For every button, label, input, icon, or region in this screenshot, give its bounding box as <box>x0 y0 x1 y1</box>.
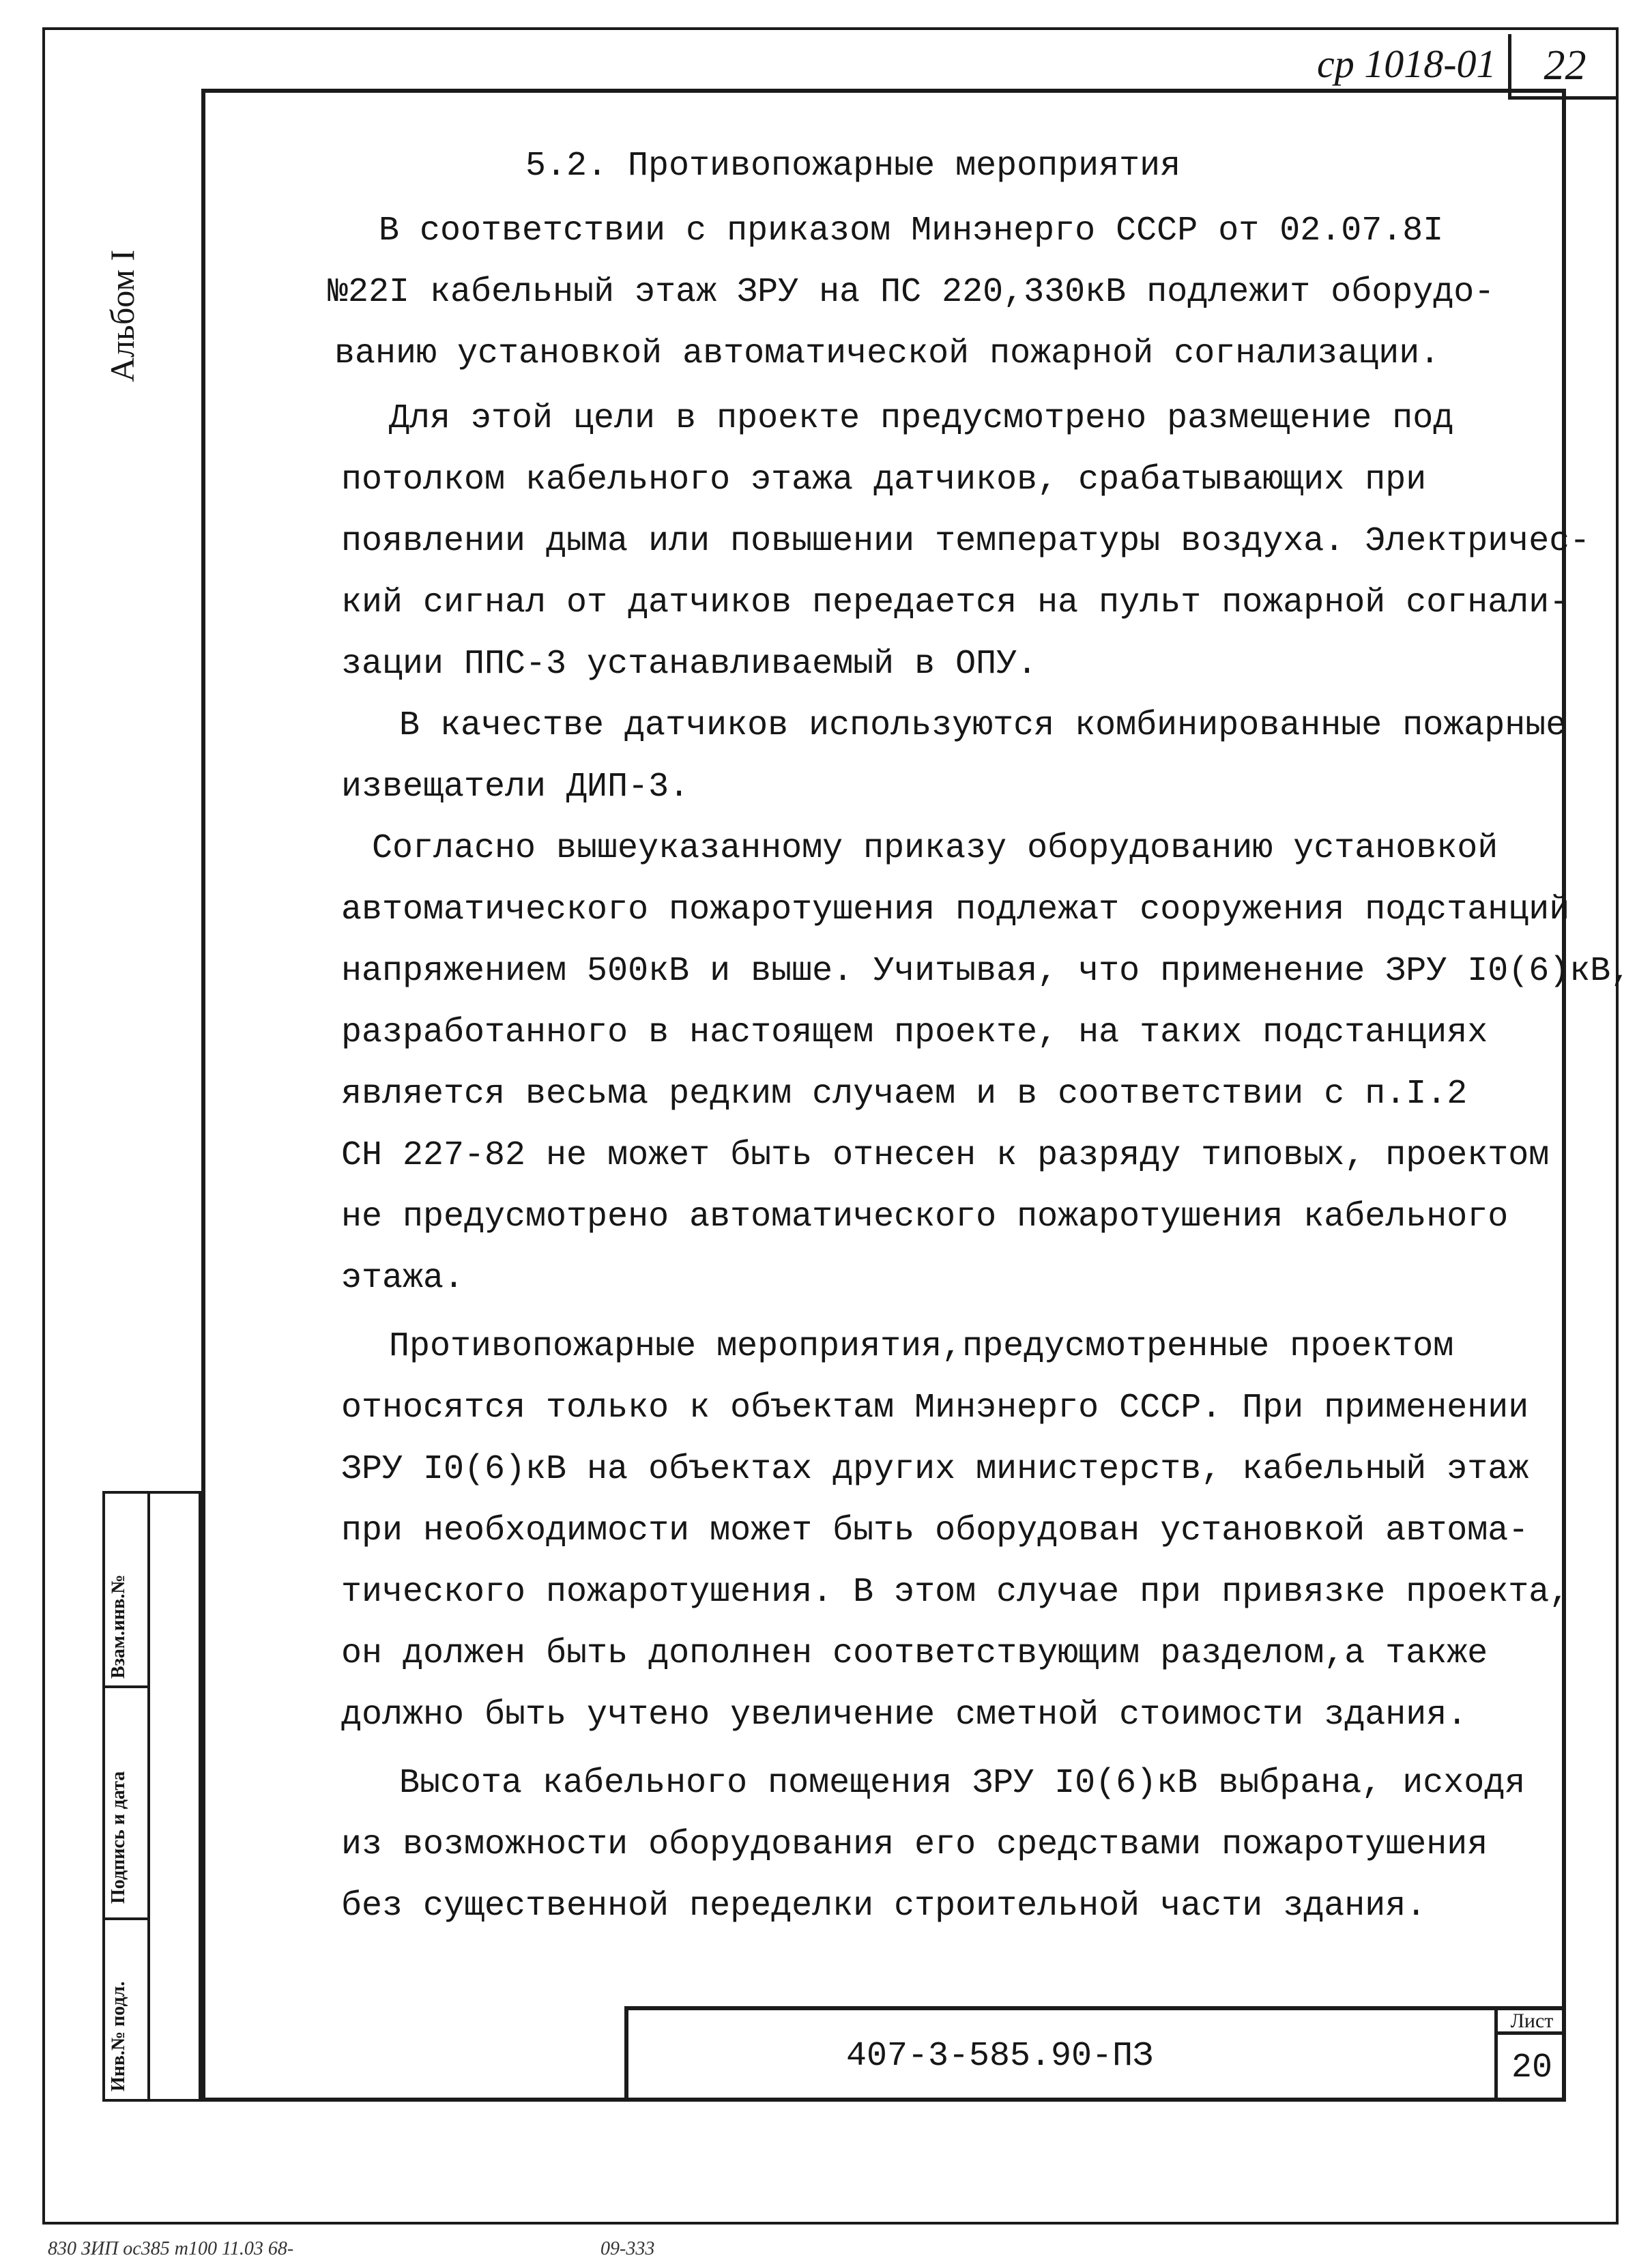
side-text-signature-date: Подпись и дата <box>108 1771 129 1904</box>
body-line: ЗРУ I0(6)кВ на объектах других министерств, кабельный этаж <box>341 1450 1529 1489</box>
document-code: 407-3-585.90-ПЗ <box>846 2037 1154 2076</box>
sheet-label: Лист <box>1494 2008 1566 2035</box>
body-line: В соответствии с приказом Минэнерго СССР от 02.07.8I <box>379 212 1444 250</box>
body-line: не предусмотрено автоматического пожаротушения кабельного <box>341 1198 1509 1236</box>
body-line: Противопожарные мероприятия,предусмотренные проектом <box>389 1327 1454 1366</box>
body-line: Согласно вышеуказанному приказу оборудованию установкой <box>372 829 1498 868</box>
body-line: потолком кабельного этажа датчиков, срабатывающих при <box>341 461 1427 499</box>
body-line: напряжением 500кВ и выше. Учитывая, что применение ЗРУ I0(6)кВ, <box>341 952 1632 991</box>
page-number-box: 22 <box>1508 34 1619 100</box>
body-line: должно быть учтено увеличение сметной стоимости здания. <box>341 1696 1468 1735</box>
footer-note-left: 830 ЗИП ос385 т100 11.03 68- <box>48 2238 294 2259</box>
body-line: из возможности оборудования его средствами пожаротушения <box>341 1825 1488 1864</box>
body-line: появлении дыма или повышении температуры воздуха. Электричес- <box>341 522 1591 561</box>
sheet-number: 20 <box>1494 2035 1566 2102</box>
section-title: 5.2. Противопожарные мероприятия <box>525 147 1181 186</box>
body-line: тического пожаротушения. В этом случае при привязке проекта, <box>341 1573 1570 1612</box>
body-line: СН 227-82 не может быть отнесен к разряду типовых, проектом <box>341 1136 1550 1175</box>
body-line: зации ППС-3 устанавливаемый в ОПУ. <box>341 645 1038 684</box>
archive-number: ср 1018-01 <box>1317 42 1496 86</box>
body-line: ванию установкой автоматической пожарной согнализации. <box>334 334 1440 373</box>
body-line: без существенной переделки строительной части здания. <box>341 1887 1427 1926</box>
album-label: Альбом I <box>103 249 141 382</box>
side-text-replace-inv: Взам.инв.№ <box>108 1574 129 1679</box>
body-line: Высота кабельного помещения ЗРУ I0(6)кВ выбрана, исходя <box>399 1764 1526 1803</box>
body-line: при необходимости может быть оборудован установкой автома- <box>341 1511 1529 1550</box>
body-line: автоматического пожаротушения подлежат сооружения подстанций <box>341 890 1570 929</box>
body-line: Для этой цели в проекте предусмотрено размещение под <box>389 399 1454 438</box>
footer-note-right: 09-333 <box>600 2238 655 2259</box>
body-line: относятся только к объектам Минэнерго СССР. При применении <box>341 1389 1529 1428</box>
body-line: кий сигнал от датчиков передается на пульт пожарной согнали- <box>341 583 1570 622</box>
body-line: является весьма редким случаем и в соответствии с п.I.2 <box>341 1075 1468 1114</box>
body-line: В качестве датчиков используются комбинированные пожарные <box>399 706 1567 745</box>
body-line: разработанного в настоящем проекте, на таких подстанциях <box>341 1013 1488 1052</box>
body-line: он должен быть дополнен соответствующим разделом,а также <box>341 1634 1488 1673</box>
body-line: этажа. <box>341 1259 465 1298</box>
body-line: №22I кабельный этаж ЗРУ на ПС 220,330кВ подлежит оборудо- <box>328 273 1495 312</box>
side-text-inv-no: Инв.№ подл. <box>108 1981 129 2091</box>
body-line: извещатели ДИП-3. <box>341 768 690 807</box>
